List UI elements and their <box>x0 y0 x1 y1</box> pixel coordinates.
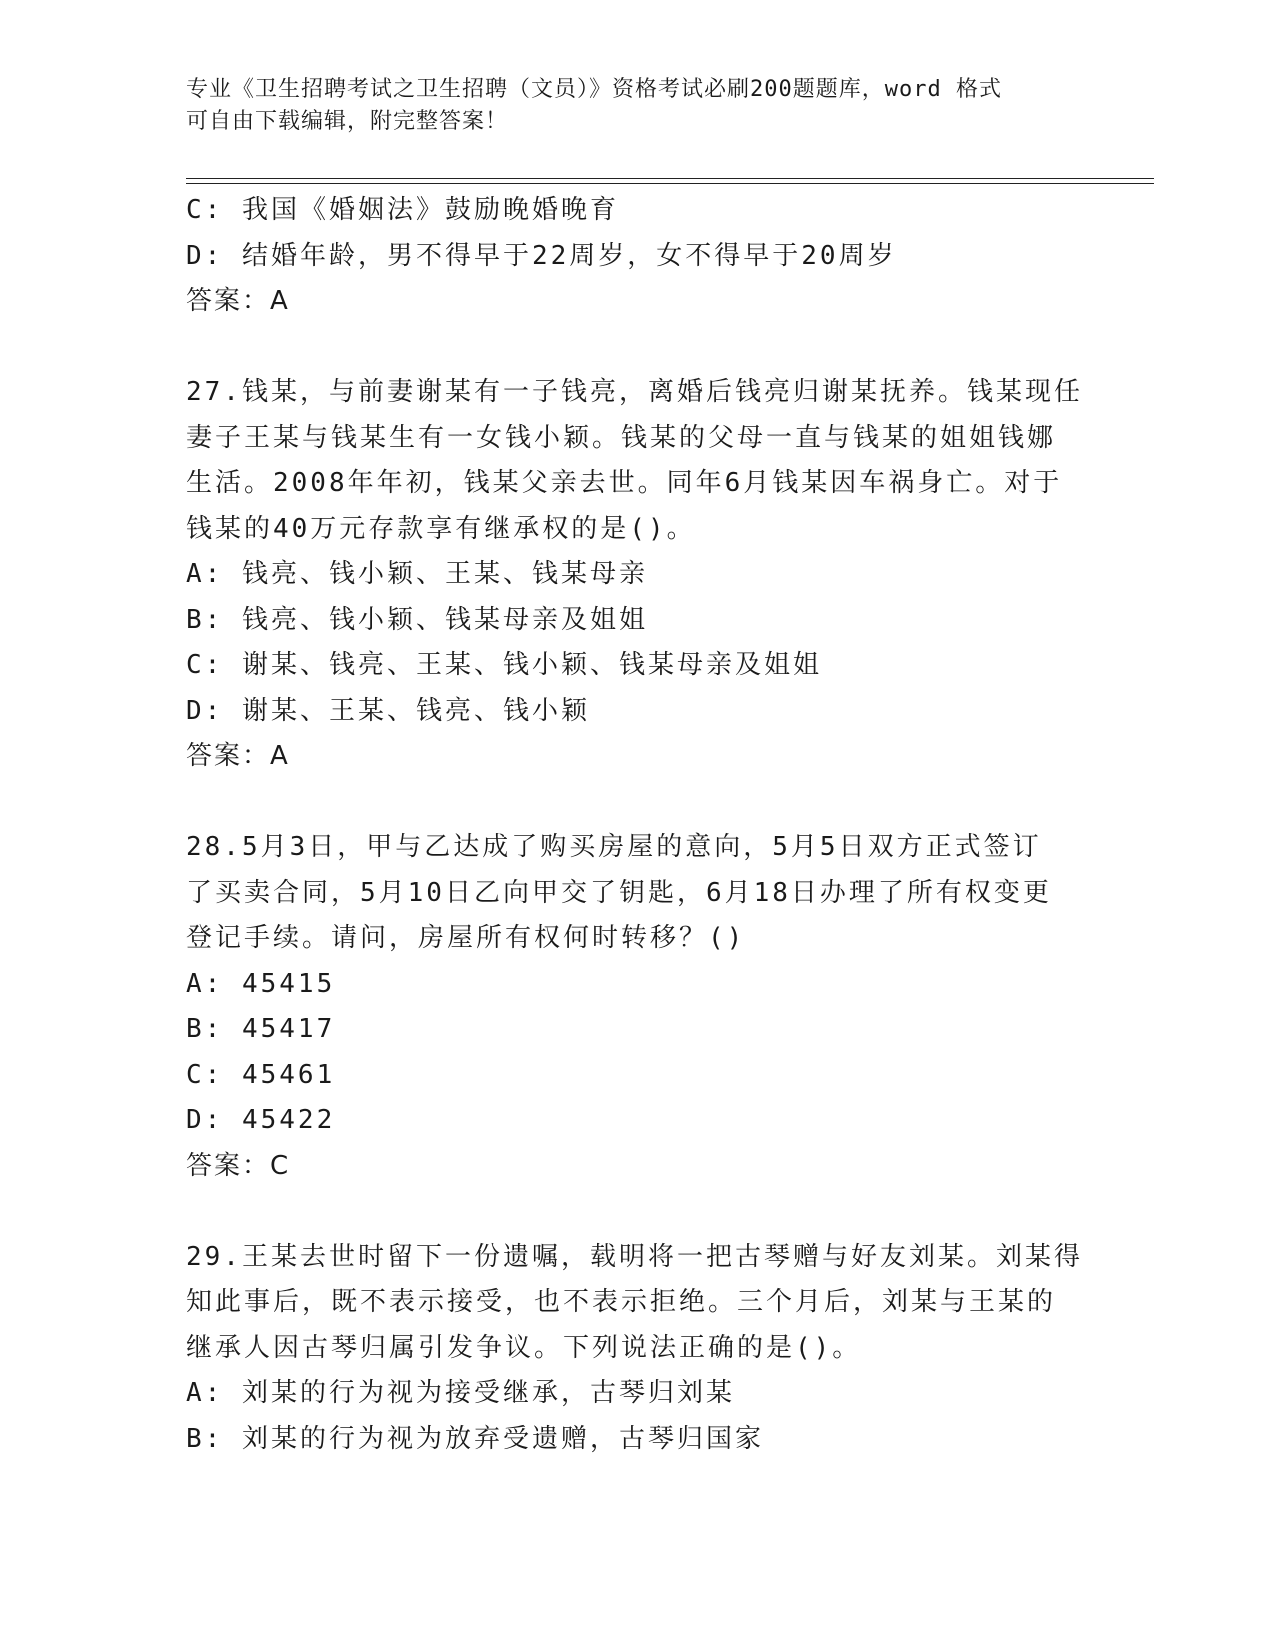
question-28 <box>186 825 1066 1189</box>
question-stem-line: 27.钱某，与前妻谢某有一子钱亮，离婚后钱亮归谢某抚养。钱某现任 <box>186 377 1083 407</box>
question-26-tail <box>186 188 1066 325</box>
option-c: C: 谢某、钱亮、王某、钱小颖、钱某母亲及姐姐 <box>186 650 822 680</box>
question-27 <box>186 370 1083 780</box>
option-c: C: 45461 <box>186 1059 336 1090</box>
answer: 答案：A <box>186 741 290 771</box>
option-a: A: 刘某的行为视为接受继承，古琴归刘某 <box>186 1378 735 1408</box>
header-rule-bottom <box>186 183 1154 184</box>
answer: 答案：A <box>186 286 290 316</box>
question-stem-line: 了买卖合同，5月10日乙向甲交了钥匙，6月18日办理了所有权变更 <box>186 877 1052 908</box>
option-a: A: 钱亮、钱小颖、王某、钱某母亲 <box>186 559 648 589</box>
document-header <box>186 74 1086 138</box>
option-b: B: 钱亮、钱小颖、钱某母亲及姐姐 <box>186 604 648 635</box>
header-line-2: 可自由下载编辑，附完整答案！ <box>186 109 509 134</box>
option-d: D: 结婚年龄，男不得早于22周岁，女不得早于20周岁 <box>186 240 897 271</box>
option-d: D: 谢某、王某、钱亮、钱小颖 <box>186 695 590 726</box>
spacer <box>186 780 1066 826</box>
question-stem-line: 29.王某去世时留下一份遗嘱，载明将一把古琴赠与好友刘某。刘某得 <box>186 1241 1083 1272</box>
answer: 答案：C <box>186 1150 291 1181</box>
question-stem-line: 生活。2008年年初，钱某父亲去世。同年6月钱某因车祸身亡。对于 <box>186 468 1063 498</box>
option-d: D: 45422 <box>186 1105 336 1135</box>
spacer <box>186 1189 1066 1235</box>
question-stem-line: 继承人因古琴归属引发争议。下列说法正确的是()。 <box>186 1332 862 1363</box>
document-body <box>186 188 1083 1462</box>
question-stem-line: 钱某的40万元存款享有继承权的是()。 <box>186 513 696 544</box>
question-stem-line: 妻子王某与钱某生有一女钱小颖。钱某的父母一直与钱某的姐姐钱娜 <box>186 422 1057 453</box>
header-line-1: 专业《卫生招聘考试之卫生招聘（文员）》资格考试必刷200题题库，word 格式 <box>186 77 1002 102</box>
header-rule-top <box>186 178 1154 179</box>
spacer <box>186 325 1066 371</box>
question-stem-line: 28.5月3日，甲与乙达成了购买房屋的意向，5月5日双方正式签订 <box>186 832 1042 862</box>
option-b: B: 刘某的行为视为放弃受遗赠，古琴归国家 <box>186 1423 764 1454</box>
option-b: B: 45417 <box>186 1014 336 1044</box>
question-stem-line: 知此事后，既不表示接受，也不表示拒绝。三个月后，刘某与王某的 <box>186 1287 1057 1317</box>
question-29 <box>186 1235 1083 1463</box>
option-a: A: 45415 <box>186 968 336 999</box>
option-c: C: 我国《婚姻法》鼓励晚婚晚育 <box>186 195 619 225</box>
question-stem-line: 登记手续。请问，房屋所有权何时转移？() <box>186 923 746 953</box>
